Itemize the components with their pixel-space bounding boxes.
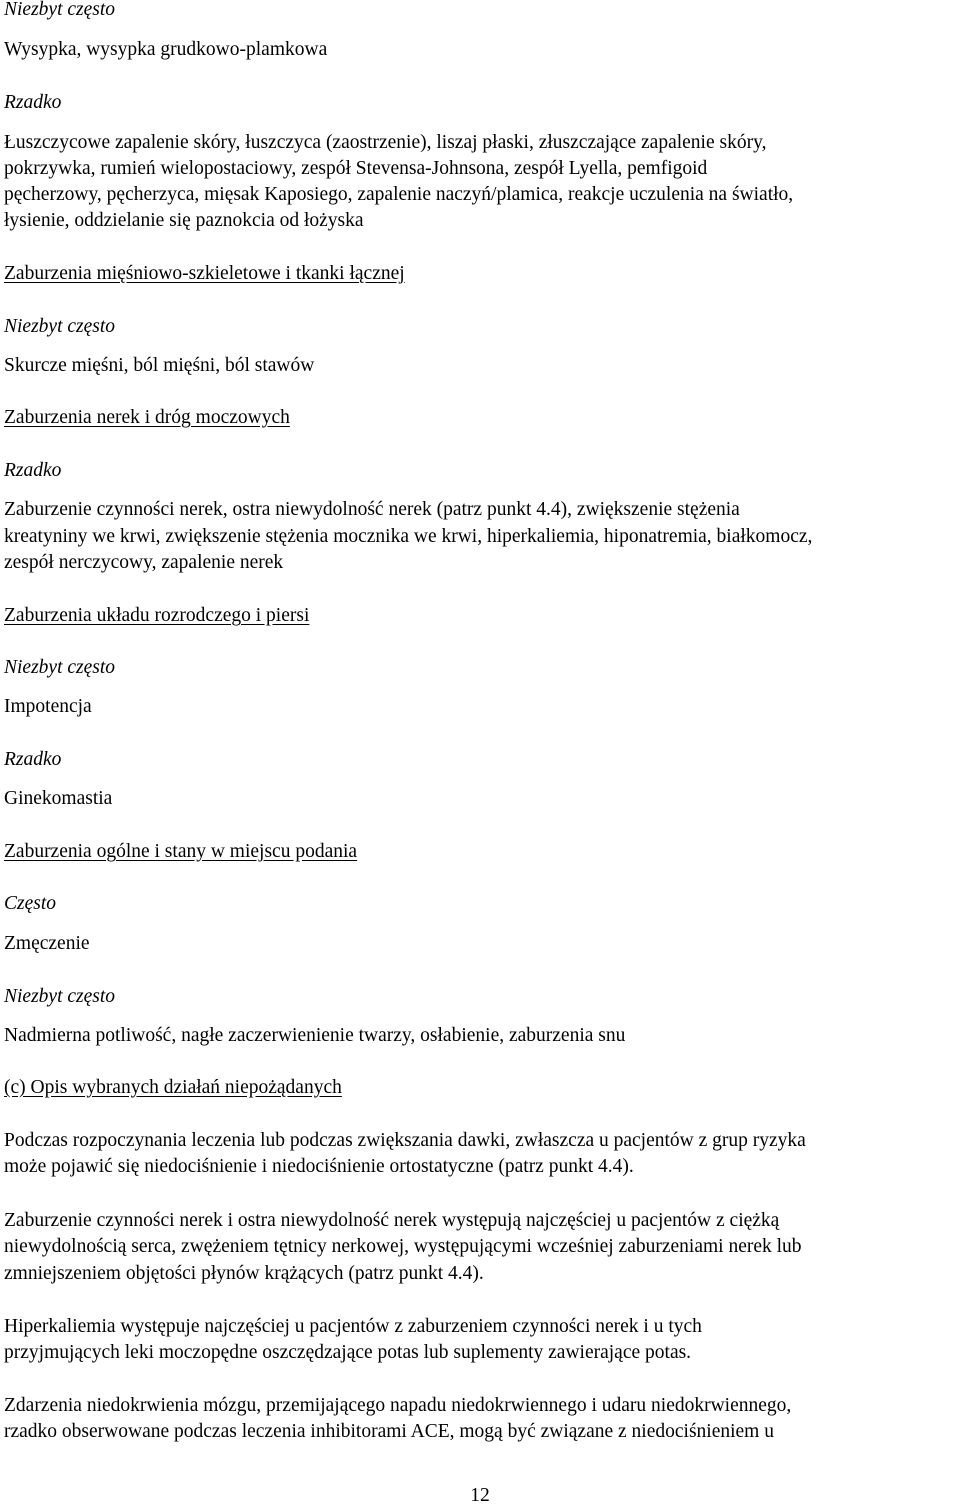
- paragraph-line: niewydolnością serca, zwężeniem tętnicy nerkowej, występującymi wcześniej zaburzeniami nerek lub: [4, 1236, 802, 1257]
- adverse-effects-text: Zmęczenie: [4, 933, 90, 954]
- frequency-label: Niezbyt często: [4, 986, 116, 1007]
- section-heading: Zaburzenia mięśniowo-szkieletowe i tkanki łącznej: [4, 263, 405, 284]
- section-heading: Zaburzenia ogólne i stany w miejscu podania: [4, 841, 358, 862]
- page-number: 12: [470, 1485, 490, 1506]
- adverse-effects-text: Łuszczycowe zapalenie skóry, łuszczyca (zaostrzenie), liszaj płaski, złuszczające zapalenie skóry,: [4, 132, 767, 153]
- section-heading: Zaburzenia układu rozrodczego i piersi: [4, 605, 310, 626]
- frequency-label: Rzadko: [4, 460, 62, 481]
- paragraph-line: przyjmujących leki moczopędne oszczędzające potas lub suplementy zawierające potas.: [4, 1342, 692, 1363]
- paragraph-line: rzadko obserwowane podczas leczenia inhibitorami ACE, mogą być związane z niedociśnieniem u: [4, 1421, 774, 1442]
- paragraph-line: Hiperkaliemia występuje najczęściej u pacjentów z zaburzeniem czynności nerek i u tych: [4, 1316, 702, 1337]
- adverse-effects-text: kreatyniny we krwi, zwiększenie stężenia mocznika we krwi, hiperkaliemia, hiponatremia, białkomocz,: [4, 526, 813, 547]
- frequency-label: Niezbyt często: [4, 657, 116, 678]
- paragraph-line: może pojawić się niedociśnienie i niedociśnienie ortostatyczne (patrz punkt 4.4).: [4, 1156, 634, 1177]
- section-heading: Zaburzenia nerek i dróg moczowych: [4, 407, 290, 428]
- adverse-effects-text: Zaburzenie czynności nerek, ostra niewydolność nerek (patrz punkt 4.4), zwiększenie stężenia: [4, 499, 740, 520]
- paragraph-line: Zdarzenia niedokrwienia mózgu, przemijającego napadu niedokrwiennego i udaru niedokrwiennego,: [4, 1395, 792, 1416]
- frequency-label: Rzadko: [4, 749, 62, 770]
- adverse-effects-text: Nadmierna potliwość, nagłe zaczerwienienie twarzy, osłabienie, zaburzenia snu: [4, 1025, 626, 1046]
- adverse-effects-text: pokrzywka, rumień wielopostaciowy, zespół Stevensa-Johnsona, zespół Lyella, pemfigoid: [4, 158, 708, 179]
- paragraph-line: Zaburzenie czynności nerek i ostra niewydolność nerek występują najczęściej u pacjentów z ciężką: [4, 1210, 780, 1231]
- paragraph-line: Podczas rozpoczynania leczenia lub podczas zwiększania dawki, zwłaszcza u pacjentów z grup ryzyka: [4, 1130, 806, 1151]
- frequency-label: Często: [4, 893, 57, 914]
- adverse-effects-text: Skurcze mięśni, ból mięśni, ból stawów: [4, 355, 315, 376]
- frequency-label: Rzadko: [4, 92, 62, 113]
- frequency-label: Niezbyt często: [4, 316, 116, 337]
- adverse-effects-text: Ginekomastia: [4, 788, 113, 809]
- adverse-effects-text: pęcherzowy, pęcherzyca, mięsak Kaposiego, zapalenie naczyń/plamica, reakcje uczulenia na światło,: [4, 184, 794, 205]
- section-heading: (c) Opis wybranych działań niepożądanych: [4, 1077, 342, 1098]
- adverse-effects-text: łysienie, oddzielanie się paznokcia od łożyska: [4, 210, 364, 231]
- frequency-label: Niezbyt często: [4, 0, 116, 20]
- paragraph-line: zmniejszeniem objętości płynów krążących (patrz punkt 4.4).: [4, 1263, 484, 1284]
- adverse-effects-text: Impotencja: [4, 696, 92, 717]
- adverse-effects-text: zespół nerczycowy, zapalenie nerek: [4, 552, 284, 573]
- adverse-effects-text: Wysypka, wysypka grudkowo-plamkowa: [4, 39, 328, 60]
